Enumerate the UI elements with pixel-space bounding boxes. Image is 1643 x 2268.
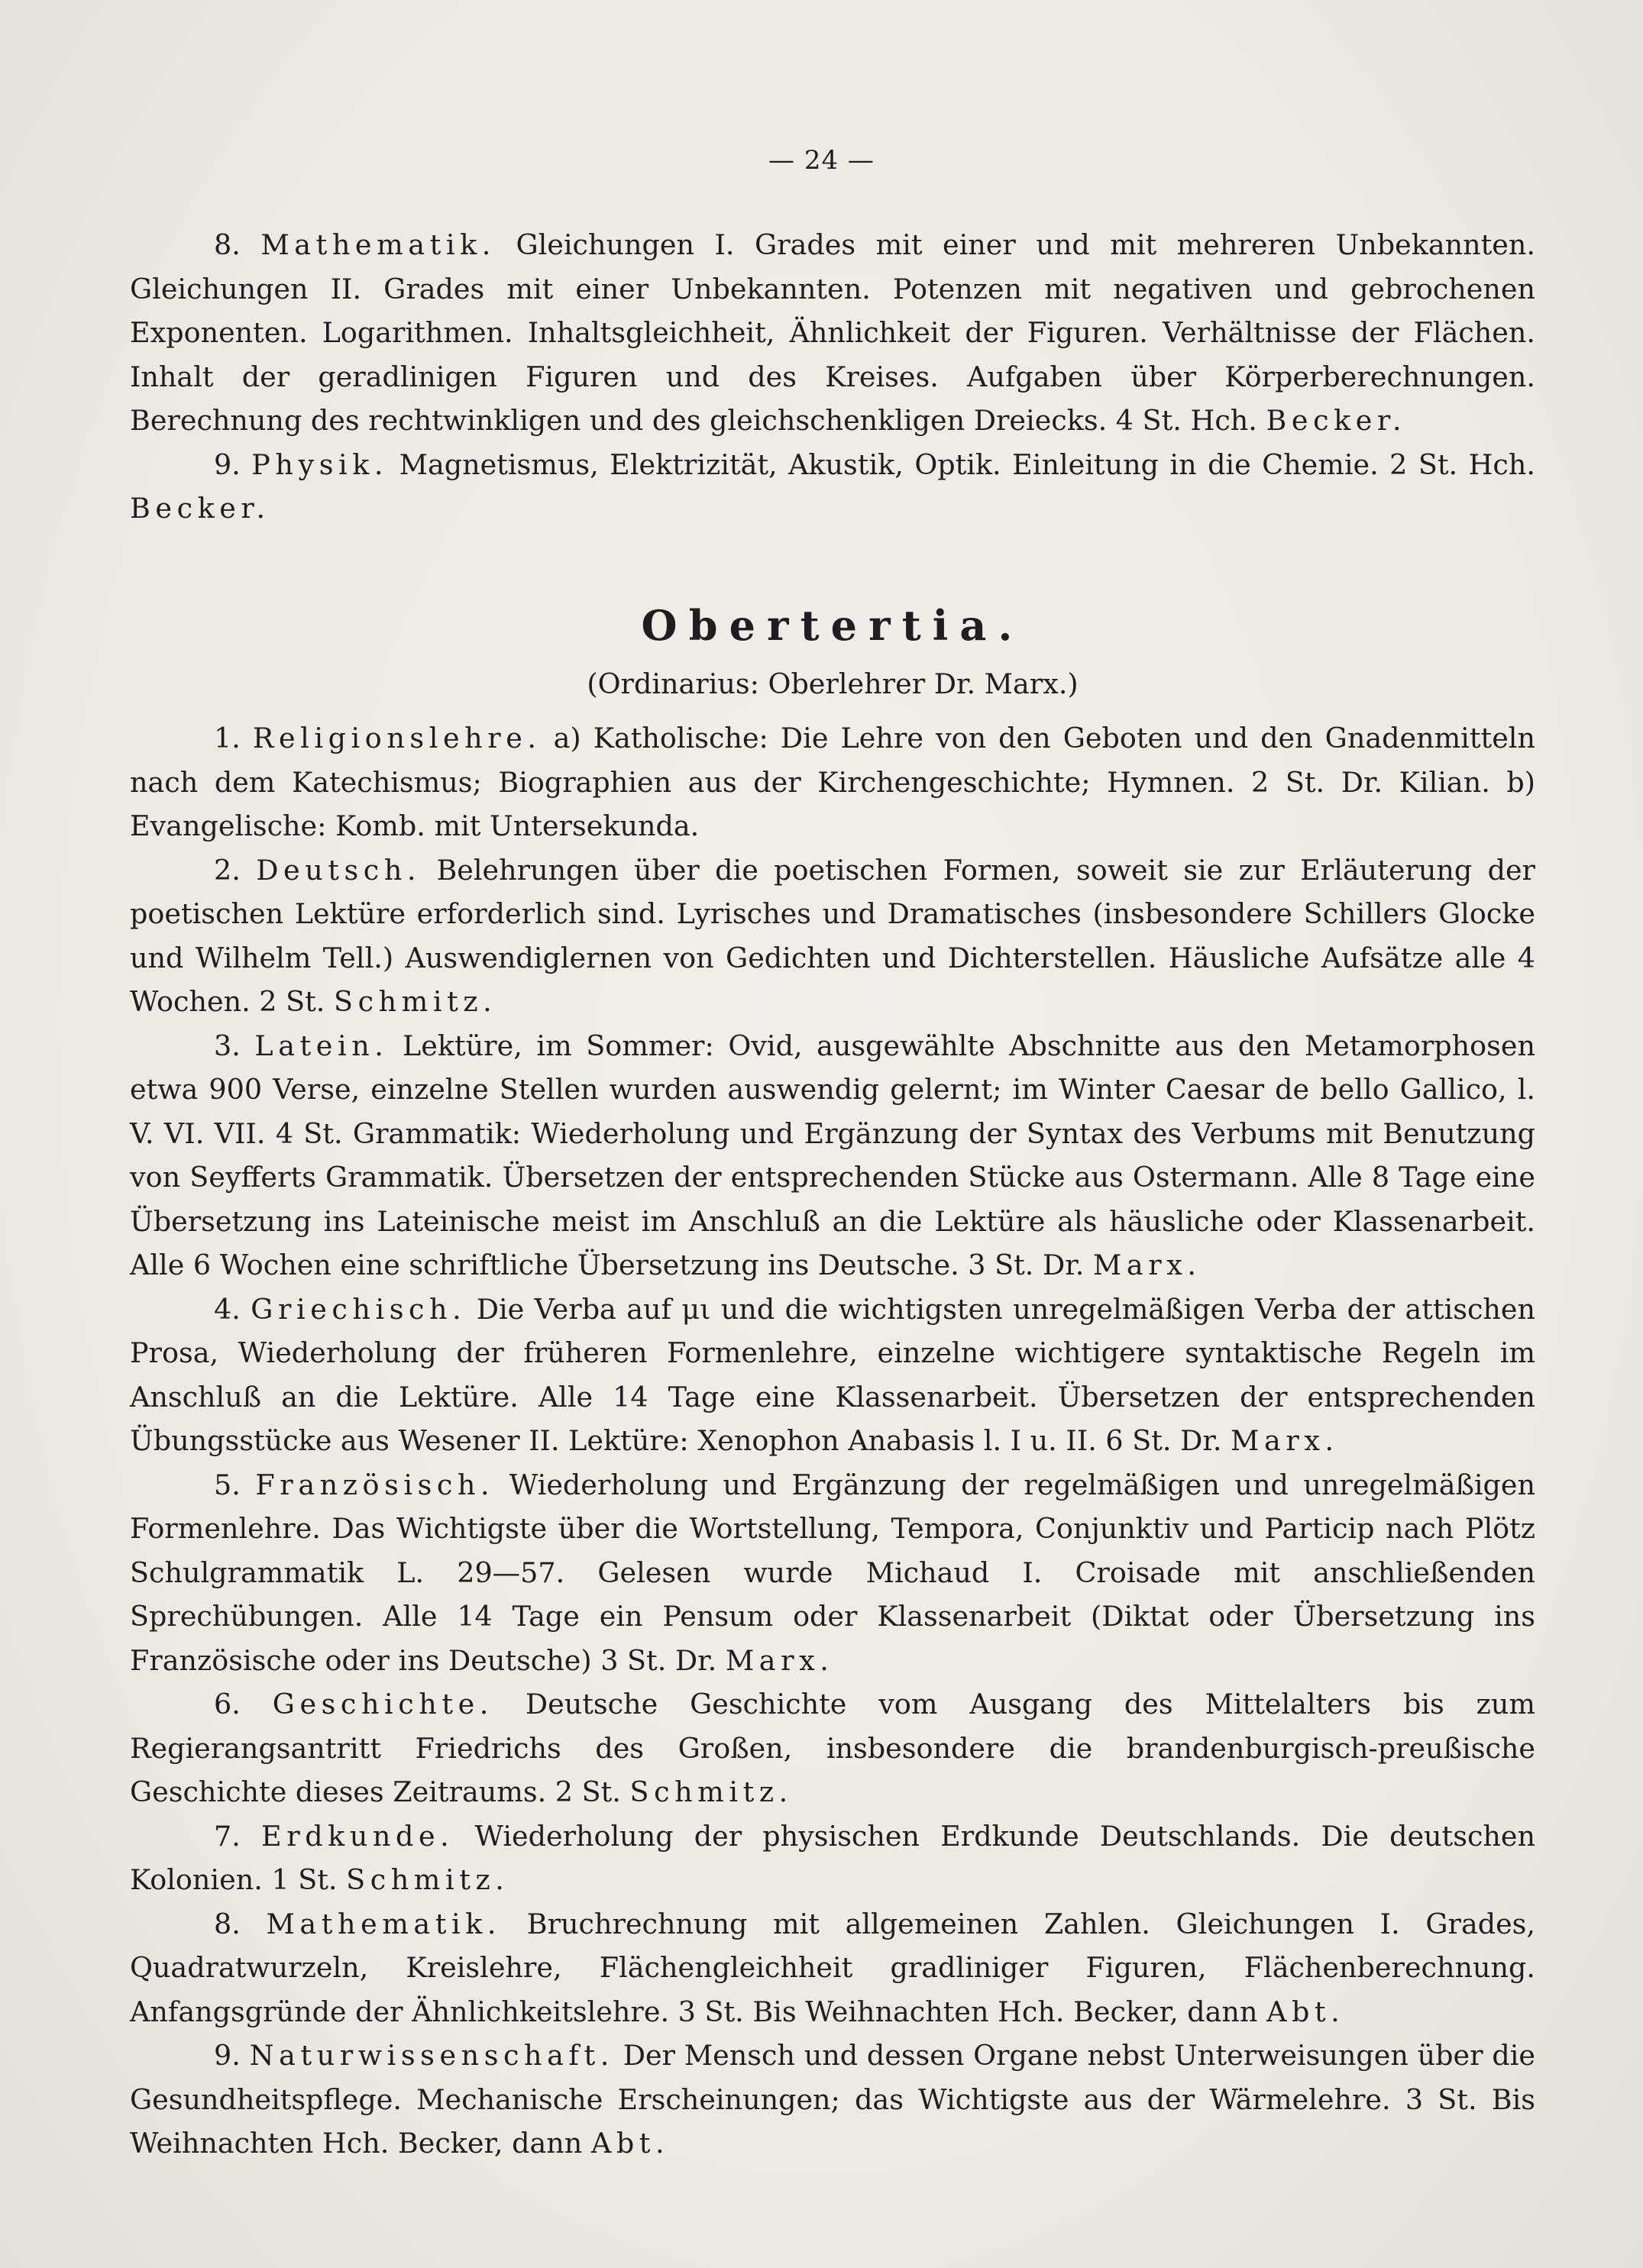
subject-name: Deutsch.: [256, 853, 422, 887]
subject-entry: [130, 1814, 1535, 1902]
subject-entry: [130, 223, 1535, 443]
subject-entry: [130, 1463, 1535, 1683]
entry-text: Wiederholung und Ergänzung der regelmäßigen und unregelmäßigen Formenlehre. Das Wichtigste über die Wortstellung, Tempora, Conjunktiv und Particip nach Plötz Schulgrammatik L. 29—57. Gelesen wurde Michaud I. Croisade mit anschließenden Sprechübungen. Alle 14 Tage ein Pensum oder Klassenarbeit (Diktat oder Übersetzung ins Französische oder ins Deutsche) 3 St. Dr.: [130, 1468, 1535, 1677]
subject-entry: [130, 1682, 1535, 1814]
subject-entry: [130, 1024, 1535, 1287]
subject-entry: [130, 1902, 1535, 2034]
subject-name: Physik.: [251, 447, 389, 481]
entry-number: 7.: [214, 1819, 241, 1853]
entry-number: 9.: [214, 2039, 241, 2072]
subject-name: Mathematik.: [266, 1907, 502, 1940]
ordinarius-line: (Ordinarius: Oberlehrer Dr. Marx.): [587, 667, 1079, 700]
subject-name: Religionslehre.: [252, 722, 542, 754]
subject-entry: [130, 1287, 1535, 1463]
subject-entry: [130, 716, 1535, 848]
subject-name: Französisch.: [255, 1468, 495, 1501]
page-content: [130, 223, 1535, 2166]
subject-entry: [130, 443, 1535, 531]
entry-number: 9.: [214, 447, 241, 481]
entry-number: 8.: [214, 1907, 241, 1940]
entry-number: 1.: [214, 722, 241, 754]
entry-number: 5.: [214, 1468, 241, 1501]
entry-number: 2.: [214, 853, 241, 887]
teacher-name: Schmitz.: [334, 985, 497, 1018]
entry-text: Die Verba auf μι und die wichtigsten unregelmäßigen Verba der attischen Prosa, Wiederholung der früheren Formenlehre, einzelne wichtigere syntaktische Regeln im Anschluß an die Lektüre. Alle 14 Tage eine Klassenarbeit. Übersetzen der entsprechenden Übungsstücke aus Wesener II. Lektüre: Xenophon Anabasis l. I u. II. 6 St. Dr.: [130, 1292, 1536, 1457]
entry-number: 3.: [214, 1029, 241, 1062]
page-number: — 24 —: [768, 145, 875, 176]
subject-name: Erdkunde.: [261, 1819, 454, 1853]
entry-text: Wiederholung der physischen Erdkunde Deutschlands. Die deutschen Kolonien. 1 St.: [130, 1819, 1536, 1896]
entry-text: Belehrungen über die poetischen Formen, soweit sie zur Erläuterung der poetischen Lektüre erforderlich sind. Lyrisches und Dramatisches (insbesondere Schillers Glocke und Wilhelm Tell.) Auswendiglernen von Gedichten und Dichterstellen. Häusliche Aufsätze alle 4 Wochen. 2 St.: [130, 853, 1536, 1018]
entry-text: Lektüre, im Sommer: Ovid, ausgewählte Abschnitte aus den Metamorphosen etwa 900 Verse, einzelne Stellen wurden auswendig gelernt; im Winter Caesar de bello Gallico, l. V. VI. VII. 4 St. Grammatik: Wiederholung und Ergänzung der Syntax des Verbums mit Benutzung von Seyfferts Grammatik. Übersetzen der entsprechenden Stücke aus Ostermann. Alle 8 Tage eine Übersetzung ins Lateinische meist im Anschluß an die Lektüre als häusliche oder Klassenarbeit. Alle 6 Wochen eine schriftliche Übersetzung ins Deutsche. 3 St. Dr.: [130, 1029, 1535, 1281]
subject-name: Mathematik.: [260, 228, 496, 261]
section-heading: Obertertia.: [641, 600, 1024, 650]
teacher-name: Schmitz.: [346, 1863, 509, 1896]
teacher-name: Becker.: [1266, 404, 1407, 437]
entry-number: 4.: [214, 1292, 241, 1326]
teacher-name: Marx.: [1231, 1424, 1339, 1457]
subject-entry: [130, 848, 1535, 1024]
teacher-name: Schmitz.: [629, 1775, 793, 1808]
subject-name: Latein.: [254, 1029, 389, 1062]
teacher-name: Abt.: [590, 2127, 670, 2160]
entry-text: Magnetismus, Elektrizität, Akustik, Optik. Einleitung in die Chemie. 2 St. Hch.: [399, 447, 1535, 481]
entry-text: Der Mensch und dessen Organe nebst Unterweisungen über die Gesundheitspflege. Mechanische Erscheinungen; das Wichtigste aus der Wärmelehre. 3 St. Bis Weihnachten Hch. Becker, dann: [130, 2039, 1535, 2160]
subject-name: Griechisch.: [251, 1292, 467, 1326]
entry-number: 6.: [214, 1688, 241, 1720]
entry-text: Deutsche Geschichte vom Ausgang des Mittelalters bis zum Regierangsantritt Friedrichs des Großen, insbesondere die brandenburgisch-preußische Geschichte dieses Zeitraums. 2 St.: [130, 1688, 1535, 1808]
entry-text: a) Katholische: Die Lehre von den Geboten und den Gnadenmitteln nach dem Katechismus; Biographien aus der Kirchengeschichte; Hymnen. 2 St. Dr. Kilian. b) Evangelische: Komb. mit Untersekunda.: [130, 722, 1535, 842]
entry-text: Gleichungen I. Grades mit einer und mit mehreren Unbekannten. Gleichungen II. Grades mit einer Unbekannten. Potenzen mit negativen und gebrochenen Exponenten. Logarithmen. Inhaltsgleichheit, Ähnlichkeit der Figuren. Verhältnisse der Flächen. Inhalt der geradlinigen Figuren und des Kreises. Aufgaben über Körperberechnungen. Berechnung des rechtwinkligen und des gleichschenkligen Dreiecks. 4 St. Hch.: [130, 228, 1535, 437]
subject-name: Naturwissenschaft.: [249, 2039, 614, 2072]
teacher-name: Becker.: [130, 492, 270, 525]
subject-name: Geschichte.: [272, 1688, 493, 1720]
subject-entry: [130, 2034, 1535, 2166]
teacher-name: Marx.: [725, 1643, 834, 1677]
teacher-name: Marx.: [1092, 1249, 1202, 1281]
entry-number: 8.: [214, 228, 241, 261]
entry-text: Bruchrechnung mit allgemeinen Zahlen. Gleichungen I. Grades, Quadratwurzeln, Kreislehre, Flächengleichheit gradliniger Figuren, Flächenberechnung. Anfangsgründe der Ähnlichkeitslehre. 3 St. Bis Weihnachten Hch. Becker, dann: [130, 1907, 1536, 2028]
teacher-name: Abt.: [1266, 1995, 1345, 2028]
